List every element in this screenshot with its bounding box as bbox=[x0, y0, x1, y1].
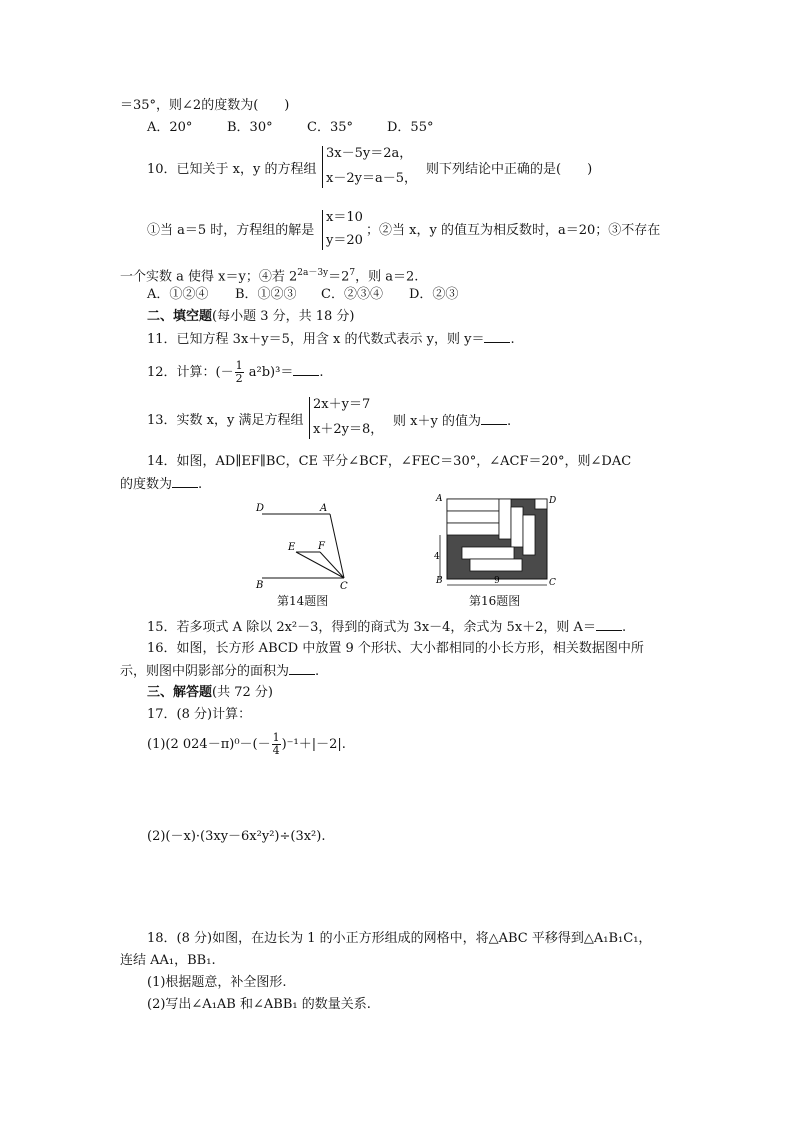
q11: 11．已知方程 3x＋y＝5，用含 x 的代数式表示 y，则 y＝ . bbox=[147, 332, 515, 347]
q18-part-2: (2)写出∠A₁AB 和∠ABB₁ 的数量关系. bbox=[147, 997, 371, 1012]
figure-14 bbox=[250, 496, 360, 591]
q10-option-d: D．②③ bbox=[409, 287, 459, 302]
figure-14-caption: 第14题图 bbox=[277, 594, 329, 608]
q18-line-1: 18．(8 分)如图，在边长为 1 的小正方形组成的网格中，将△ABC 平移得到△A₁B₁C₁， bbox=[147, 931, 652, 946]
fig16-label-a: A bbox=[436, 494, 443, 504]
q17-part-1: (1)(2 024－π)⁰－(－ $\frac{1}{4}$ )⁻¹＋|－2|. bbox=[147, 731, 346, 757]
q10-stem-post: 则下列结论中正确的是( ) bbox=[426, 162, 593, 177]
fig16-label-d: D bbox=[549, 496, 557, 506]
q18-line-2: 连结 AA₁，BB₁. bbox=[120, 953, 216, 968]
fig14-label-e: E bbox=[288, 542, 296, 553]
q10-statement-2: ；②当 x，y 的值互为相反数时，a＝20；③不存在 bbox=[366, 223, 661, 238]
q10-statement-3: 一个实数 a 使得 x＝y；④若 $2^{2a-3y}=2^7$，则 a＝2. bbox=[120, 268, 419, 285]
fig14-label-d: D bbox=[256, 503, 265, 514]
fig16-label-width: 9 bbox=[494, 576, 500, 586]
q15: 15．若多项式 A 除以 2x²－3，得到的商式为 3x－4，余式为 5x＋2，则 A＝ . bbox=[147, 620, 627, 635]
q17-head: 17．(8 分)计算： bbox=[147, 707, 252, 722]
fig16-label-c: C bbox=[549, 578, 556, 588]
q10-sol-x: x＝10 bbox=[326, 210, 363, 225]
q10-eq2: x－2y＝a－5， bbox=[326, 171, 417, 186]
q10-eq1: 3x－5y＝2a， bbox=[326, 146, 413, 161]
fig16-label-height: 4 bbox=[434, 552, 440, 562]
q18-part-1: (1)根据题意，补全图形. bbox=[147, 975, 287, 990]
q10-option-a: A．①②④ bbox=[147, 287, 209, 302]
q13-brace bbox=[309, 397, 310, 439]
q13-post: 则 x＋y 的值为 . bbox=[393, 414, 512, 429]
q10-option-b: B．①②③ bbox=[235, 287, 297, 302]
q14-line-2: 的度数为 . bbox=[120, 477, 203, 492]
fig14-label-f: F bbox=[318, 541, 325, 552]
q12: 12．计算：(－ $\frac{1}{2}$ a²b)³＝ . bbox=[147, 359, 324, 385]
q10-option-c: C．②③④ bbox=[321, 287, 383, 302]
q13-eq1: 2x＋y＝7 bbox=[313, 397, 371, 412]
q13-stem: 13．实数 x，y 满足方程组 bbox=[147, 413, 304, 428]
q9-option-c: C．35° bbox=[307, 120, 353, 135]
fig14-label-a: A bbox=[320, 503, 328, 514]
q16-line-2: 示，则图中阴影部分的面积为 . bbox=[120, 664, 320, 679]
fig14-label-b: B bbox=[256, 580, 264, 591]
q10-brace bbox=[322, 146, 323, 188]
q10-options bbox=[147, 286, 458, 304]
q16-line-1: 16．如图，长方形 ABCD 中放置 9 个形状、大小都相同的小长方形，相关数据图中所 bbox=[147, 641, 644, 656]
q9-stem-tail: ＝35°，则∠2的度数为( ) bbox=[120, 98, 290, 113]
q10-stem: 10．已知关于 x，y 的方程组 bbox=[147, 162, 317, 177]
q9-option-b: B．30° bbox=[227, 120, 273, 135]
figure-16 bbox=[432, 493, 562, 589]
section-3-heading: 三、解答题(共 72 分) bbox=[147, 685, 273, 700]
figure-16-caption: 第16题图 bbox=[469, 594, 521, 608]
q9-option-a: A．20° bbox=[147, 120, 193, 135]
q9-option-d: D．55° bbox=[387, 120, 434, 135]
q14-line-1: 14．如图，AD∥EF∥BC，CE 平分∠BCF，∠FEC＝30°，∠ACF＝20°，则∠DAC bbox=[147, 454, 632, 469]
fig16-label-b: B bbox=[436, 576, 443, 586]
q10-sol-y: y＝20 bbox=[326, 233, 363, 248]
fig14-label-c: C bbox=[340, 581, 348, 591]
q13-eq2: x＋2y＝8， bbox=[313, 422, 384, 437]
q10-statement-1: ①当 a＝5 时，方程组的解是 bbox=[147, 223, 315, 238]
q10-sol-brace bbox=[322, 210, 323, 250]
q9-options bbox=[147, 119, 433, 137]
q17-part-2: (2)(－x)·(3xy－6x²y²)÷(3x²). bbox=[147, 829, 326, 844]
section-2-heading: 二、填空题(每小题 3 分，共 18 分) bbox=[147, 309, 355, 324]
